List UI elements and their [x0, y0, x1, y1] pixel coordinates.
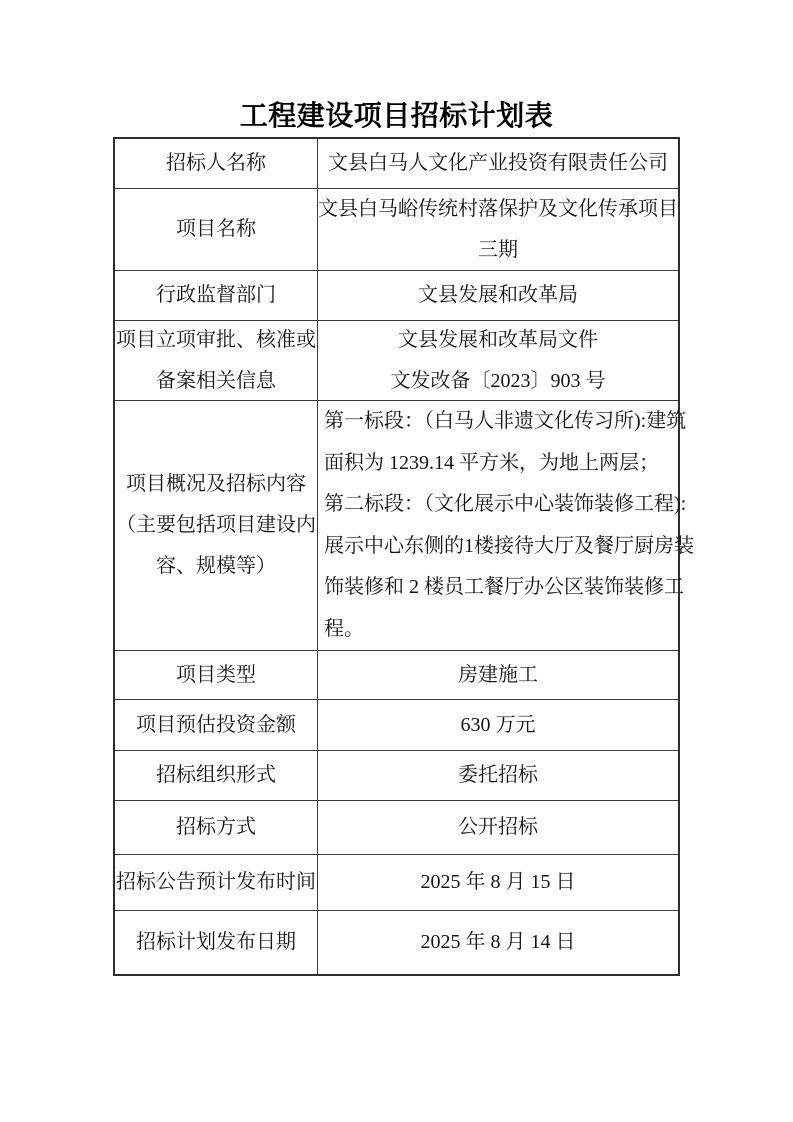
- row-label-cell: [115, 911, 318, 974]
- value-line: 饰装修和 2 楼员工餐厅办公区装饰装修工: [324, 576, 684, 598]
- label-line: （主要包括项目建设内: [116, 514, 316, 536]
- label-line: 招标公告预计发布时间: [116, 871, 316, 893]
- value-line: 委托招标: [458, 764, 538, 786]
- page-title: 工程建设项目招标计划表: [239, 100, 554, 131]
- row-label-cell: [115, 139, 318, 188]
- value-line: 程。: [324, 617, 364, 640]
- row-label-cell: [115, 801, 318, 854]
- label-line: 行政监督部门: [156, 284, 276, 306]
- row-value-cell: [318, 911, 678, 974]
- value-line: 2025 年 8 月 15 日: [420, 871, 576, 893]
- row-value-cell: [318, 189, 678, 270]
- row-label-cell: [115, 271, 318, 320]
- value-line: 公开招标: [458, 816, 538, 838]
- table-row-project-name: [115, 188, 678, 270]
- table-row-bidder-name: [115, 139, 678, 188]
- table-row-estimated-investment: [115, 699, 678, 750]
- label-line: 备案相关信息: [156, 369, 276, 392]
- label-line: 招标计划发布日期: [136, 931, 296, 953]
- value-line: 文县发展和改革局文件: [398, 328, 598, 351]
- table-row-bidding-method: [115, 800, 678, 854]
- row-label-cell: [115, 855, 318, 910]
- value-line: 文县白马人文化产业投资有限责任公司: [328, 152, 668, 174]
- row-value-cell: [318, 700, 678, 750]
- value-line: 文发改备〔2023〕903 号: [390, 369, 606, 392]
- table-row-plan-publish-date: [115, 910, 678, 974]
- row-value-cell: [318, 401, 698, 650]
- row-label-cell: [115, 321, 318, 400]
- row-value-cell: [318, 801, 678, 854]
- value-line: 房建施工: [458, 663, 538, 686]
- value-line: 文县白马峪传统村落保护及文化传承项目: [318, 197, 678, 220]
- value-line: 630 万元: [460, 713, 536, 736]
- label-line: 招标人名称: [166, 152, 266, 174]
- row-value-cell: [318, 321, 678, 400]
- value-line: 第一标段：（白马人非遗文化传习所):建筑: [324, 410, 687, 432]
- row-value-cell: [318, 855, 678, 910]
- table-row-project-type: [115, 650, 678, 699]
- row-label-cell: [115, 401, 318, 650]
- label-line: 项目立项审批、核准或: [116, 328, 316, 351]
- label-line: 项目名称: [176, 218, 256, 240]
- row-label-cell: [115, 700, 318, 750]
- label-line: 招标方式: [176, 816, 256, 838]
- label-line: 项目类型: [176, 663, 256, 686]
- bidding-plan-table: [113, 137, 694, 976]
- table-row-supervising-department: [115, 270, 678, 320]
- value-line: 展示中心东侧的1楼接待大厅及餐厅厨房装: [324, 534, 694, 557]
- table-row-approval-info: [115, 320, 678, 400]
- label-line: 项目预估投资金额: [136, 713, 296, 736]
- table-row-organization-form: [115, 750, 678, 800]
- label-line: 招标组织形式: [156, 764, 276, 786]
- row-label-cell: [115, 751, 318, 800]
- label-line: 容、规模等）: [156, 555, 276, 577]
- row-label-cell: [115, 651, 318, 699]
- row-value-cell: [318, 271, 678, 320]
- row-value-cell: [318, 139, 678, 188]
- row-label-cell: [115, 189, 318, 270]
- value-line: 第二标段：（文化展示中心装饰装修工程):: [324, 493, 687, 515]
- row-value-cell: [318, 751, 678, 800]
- row-value-cell: [318, 651, 678, 699]
- table-row-project-overview: [115, 400, 694, 650]
- value-line: 文县发展和改革局: [418, 284, 578, 306]
- value-line: 面积为 1239.14 平方米，为地上两层；: [324, 451, 659, 474]
- table-row-announcement-date: [115, 854, 678, 910]
- label-line: 项目概况及招标内容: [126, 473, 306, 495]
- value-line: 三期: [478, 238, 518, 261]
- value-line: 2025 年 8 月 14 日: [420, 931, 576, 953]
